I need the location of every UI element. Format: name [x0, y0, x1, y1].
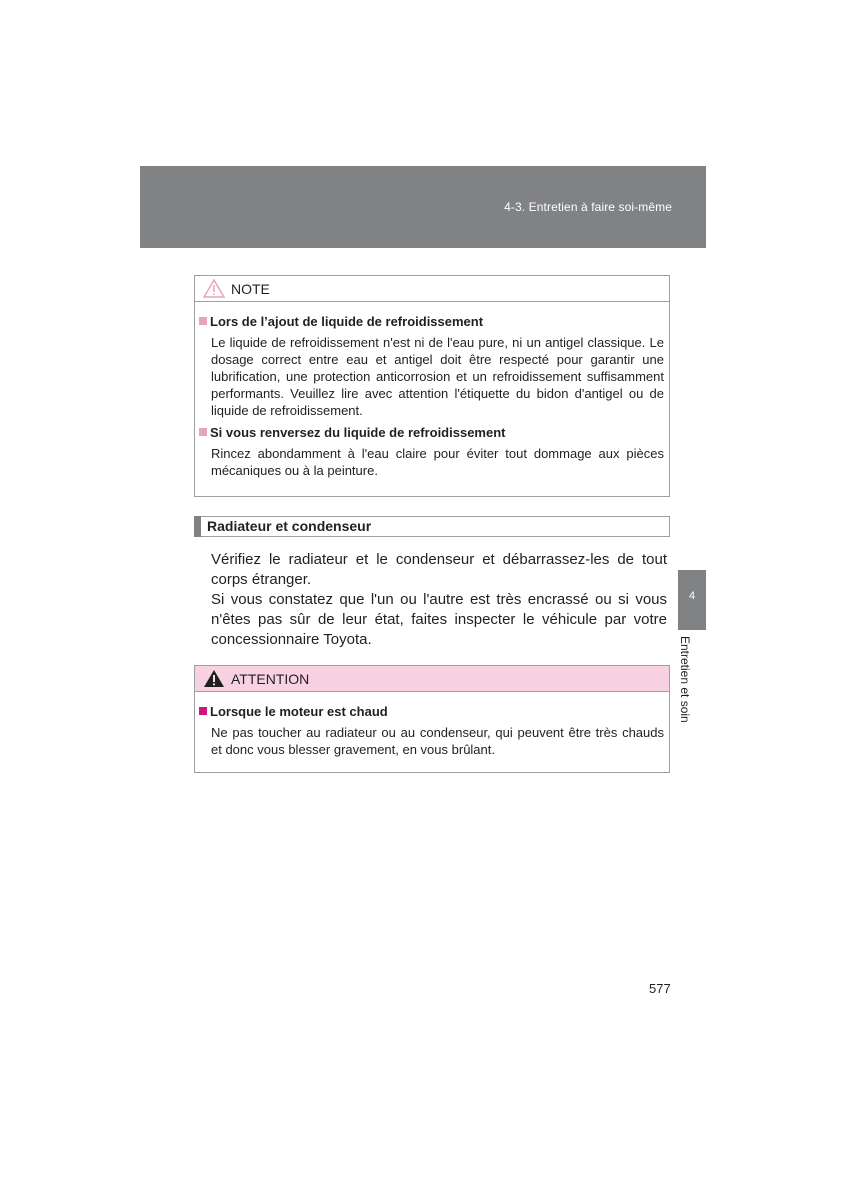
note-item-title	[195, 424, 669, 440]
attention-item-body: Ne pas toucher au radiateur ou au condenseur, qui peuvent être très chauds et donc vous blesser gravement, en vous brûlant.	[211, 725, 664, 757]
warning-triangle-icon	[203, 279, 225, 298]
square-bullet-icon	[199, 317, 207, 325]
square-bullet-icon	[199, 428, 207, 436]
note-item-title	[195, 313, 669, 329]
attention-item	[195, 703, 669, 758]
page-number: 577	[649, 981, 671, 996]
section-paragraph: Si vous constatez que l'un ou l'autre est très encrassé ou si vous n'êtes pas sûr de leur état, faites inspecter le véhicule par votre concessionnaire Toyota.	[211, 591, 667, 648]
note-item	[195, 313, 669, 419]
note-label: NOTE	[231, 280, 270, 297]
attention-item-title	[195, 703, 669, 719]
section-label: 4-3. Entretien à faire soi-même	[504, 200, 672, 214]
note-item-body: Le liquide de refroidissement n'est ni de l'eau pure, ni un antigel classique. Le dosage correct entre eau et antigel doit être respecté pour garantir une lubrification, une protection anticorrosion et un refroidissement suffisamment performants. Veuillez lire avec attention l'étiquette du bidon d'antigel ou de liquide de refroidissement.	[211, 335, 664, 418]
note-box-header	[195, 276, 669, 302]
note-box	[194, 275, 670, 497]
chapter-tab-number: 4	[688, 590, 696, 602]
chapter-tab-label: Entretien et soin	[678, 636, 692, 723]
chapter-tab	[678, 570, 706, 630]
attention-box-header	[195, 666, 669, 692]
section-paragraph: Vérifiez le radiateur et le condenseur et débarrassez-les de tout corps étranger.	[211, 551, 667, 588]
note-item-body: Rincez abondamment à l'eau claire pour éviter tout dommage aux pièces mécaniques ou à la peinture.	[211, 446, 664, 478]
note-item	[195, 424, 669, 479]
note-item-title-text: Lors de l’ajout de liquide de refroidissement	[210, 313, 484, 329]
warning-triangle-icon	[203, 669, 225, 688]
attention-label: ATTENTION	[231, 670, 310, 687]
attention-box	[194, 665, 670, 773]
note-item-title-text: Si vous renversez du liquide de refroidissement	[210, 424, 506, 440]
chapter-header-band	[140, 166, 706, 248]
section-body	[211, 550, 667, 650]
attention-item-title-text: Lorsque le moteur est chaud	[210, 703, 388, 719]
section-heading: Radiateur et condenseur	[194, 516, 670, 537]
square-bullet-icon	[199, 707, 207, 715]
